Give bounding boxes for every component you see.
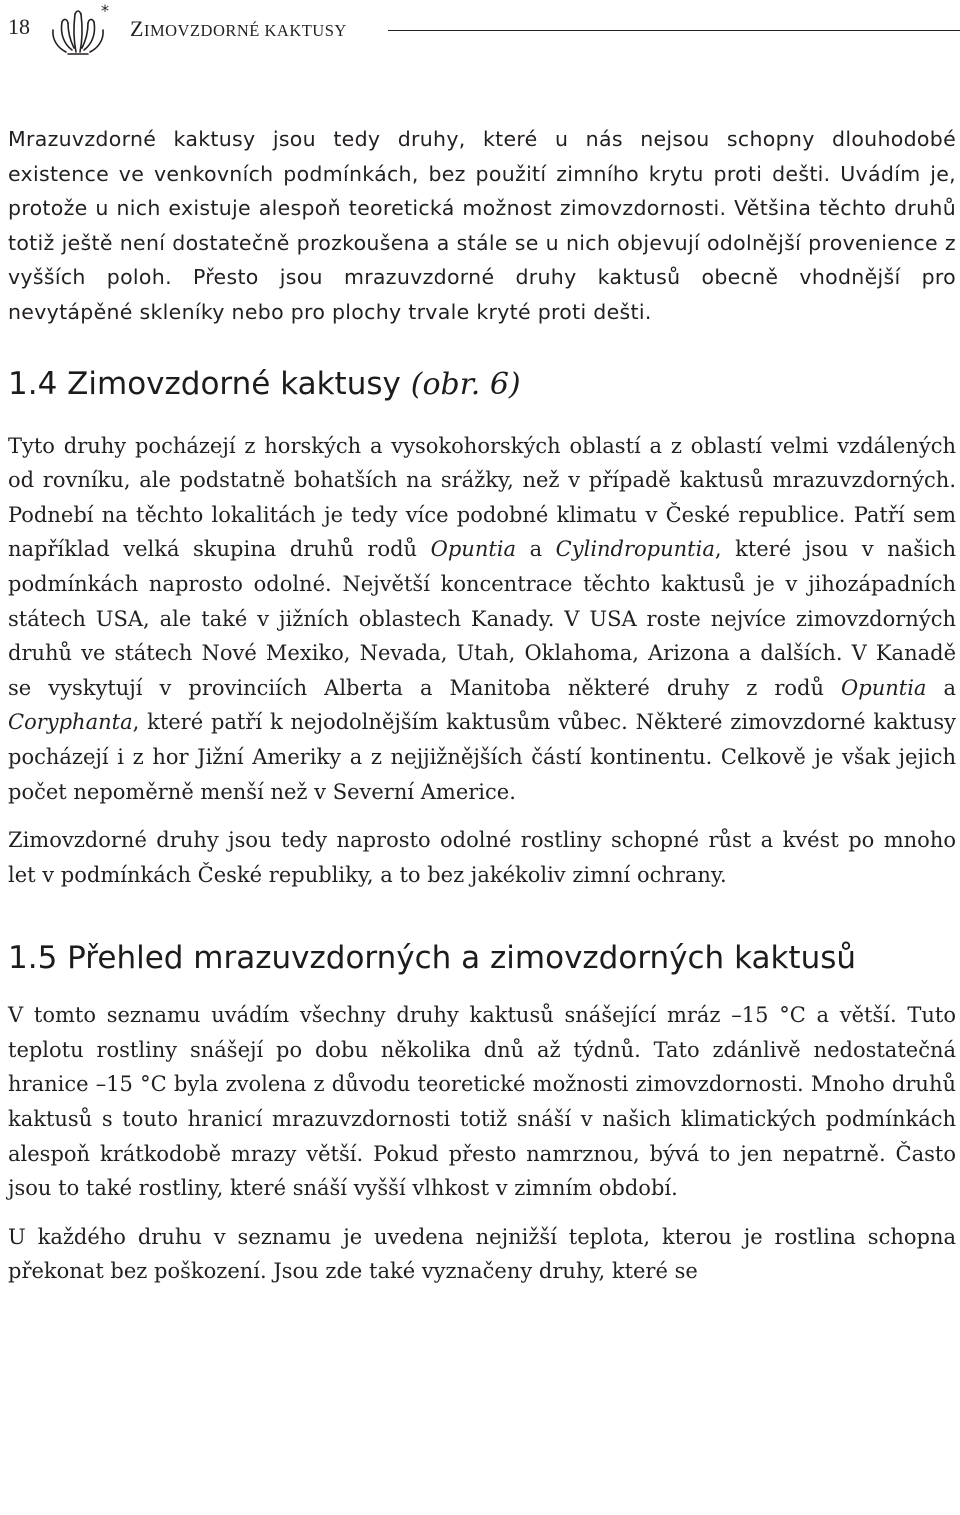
p2-s3: Patří sem například velká skupina druhů rodů — [8, 502, 957, 562]
header-rule — [388, 30, 960, 31]
svg-text:*: * — [101, 4, 109, 20]
p2-a1: a — [516, 537, 556, 562]
genus-opuntia-2: Opuntia — [841, 675, 927, 700]
paragraph-zimovzdorne — [8, 429, 956, 810]
running-title-rest: IMOVZDORNÉ KAKTUSY — [143, 21, 347, 40]
section-heading-1-4 — [8, 364, 956, 405]
cactus-logo-icon — [46, 4, 110, 56]
genus-coryphanta: Coryphanta — [8, 710, 133, 735]
ref-number: 6) — [480, 366, 521, 402]
page-body — [8, 122, 956, 1289]
genus-opuntia: Opuntia — [430, 537, 517, 562]
p2-s1: Tyto druhy pocházejí z horských a vysokohorských oblastí a z oblastí velmi vzdálených od rovníku, ale podstatně bohatších na srážky, než v případě kaktusů mrazuvzdorných. — [8, 433, 956, 493]
running-title-initial: Z — [130, 16, 144, 41]
section-heading-1-5: 1.5 Přehled mrazuvzdorných a zimovzdorných kaktusů — [8, 940, 857, 977]
paragraph-list-intro: V tomto seznamu uvádím všechny druhy kaktusů snášející mráz –15 °C a větší. Tuto teplotu rostliny snášejí po dobu několika dnů až týdnů. Tato zdánlivě nedostatečná hranice –15 °C byla zvolena z důvodu teoretické možnosti zimovzdornosti. Mnoho druhů kaktusů s touto hranicí mrazuvzdornosti totiž snáší v našich klimatických podmínkách alespoň krátkodobě mrazy větší. Pokud přesto namrznou, bývá to jen nepatrně. Často jsou to také rostliny, které snáší vyšší vlhkost v zimním období. — [8, 1003, 956, 1201]
heading-1-4-ref — [411, 367, 521, 402]
page-number: 18 — [8, 14, 30, 39]
heading-1-4-title: 1.4 Zimovzdorné kaktusy — [8, 365, 401, 402]
ref-italic: obr. — [422, 366, 481, 402]
p2-s5: , které patří k nejodolnějším kaktusům vůbec. Některé zimovzdorné kaktusy pocházejí i z hor Jižní Ameriky a z nejjižnějších částí kontinentu. Celkově je však jejich počet nepoměrně menší než v Severní Americe. — [8, 710, 956, 804]
p2-s2: Podnebí na těchto lokalitách je tedy více podobné klimatu v České republice. — [8, 502, 846, 527]
paragraph-list-notes: U každého druhu v seznamu je uvedena nejnižší teplota, kterou je rostlina schopna překonat bez poškození. Jsou zde také vyznačeny druhy, které se — [8, 1224, 956, 1284]
running-title — [130, 16, 347, 42]
p2-s4: , které jsou v našich podmínkách naprosto odolné. Největší koncentrace těchto kaktusů je v jihozápadních státech USA, ale také v jižních oblastech Kanady. V USA roste nejvíce zimovzdorných druhů ve státech Nové Mexiko, Nevada, Utah, Oklahoma, Arizona a dalších. V Kanadě se vyskytují v provinciích Alberta a Manitoba některé druhy z rodů — [8, 537, 956, 700]
genus-cylindropuntia: Cylindropuntia — [555, 537, 715, 562]
page-header — [0, 0, 960, 64]
p2-a2: a — [926, 675, 956, 700]
ref-open: ( — [410, 366, 423, 402]
paragraph-intro: Mrazuvzdorné kaktusy jsou tedy druhy, které u nás nejsou schopny dlouhodobé existence ve venkovních podmínkách, bez použití zimního krytu proti dešti. Uvádím je, protože u nich existuje alespoň teoretická možnost zimovzdornosti. Většina těchto druhů totiž ještě není dostatečně prozkoušena a stále se u nich objevují odolnější provenience z vyšších poloh. Přesto jsou mrazuvzdorné druhy kaktusů obecně vhodnější pro nevytápěné skleníky nebo pro plochy trvale kryté proti dešti. — [8, 127, 956, 324]
paragraph-summary: Zimovzdorné druhy jsou tedy naprosto odolné rostliny schopné růst a kvést po mnoho let v podmínkách České republiky, a to bez jakékoliv zimní ochrany. — [8, 828, 956, 887]
